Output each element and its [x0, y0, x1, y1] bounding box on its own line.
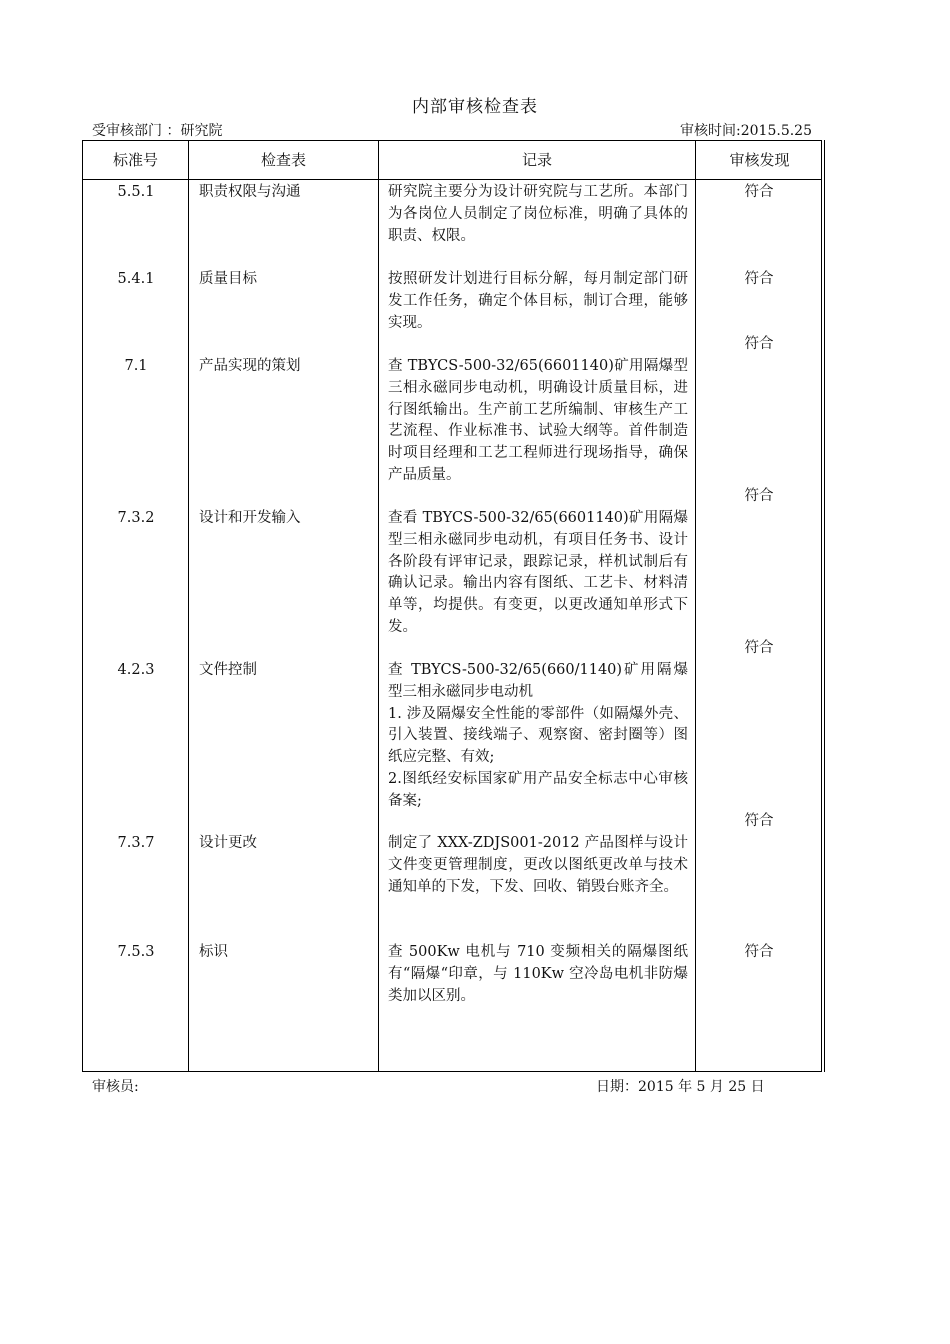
row-standard: 4.2.3 [117, 662, 155, 678]
audit-time: 审核时间:2015.5.25 [680, 123, 812, 139]
row-standard: 5.4.1 [117, 271, 155, 287]
row-record [388, 660, 688, 813]
row-standard: 7.1 [124, 358, 148, 374]
row-item: 文件控制 [199, 662, 257, 678]
row-finding: 符合 [744, 813, 774, 829]
header-record: 记录 [521, 151, 552, 169]
row-record: 查看 TBYCS-500-32/65(6601140)矿用隔爆型三相永磁同步电动机，有项目任务书、设计各阶段有评审记录，跟踪记录，样机试制后有确认记录。输出内容有图纸、工艺卡、材料清单等，均提供。有变更，以更改通知单形式下发。 [388, 510, 688, 635]
row-standard: 7.3.7 [117, 835, 155, 851]
row-item: 产品实现的策划 [199, 358, 301, 374]
row-record: 查 500Kw 电机与 710 变频相关的隔爆图纸有“隔爆“印章，与 110Kw 空冷岛电机非防爆类加以区别。 [388, 944, 688, 1004]
row-record: 按照研发计划进行目标分解，每月制定部门研发工作任务，确定个体目标，制订合理，能够实现。 [388, 271, 688, 331]
header-divider [83, 179, 821, 180]
row-standard: 7.3.2 [117, 510, 155, 526]
row-item: 职责权限与沟通 [199, 184, 301, 200]
row-item: 设计更改 [199, 835, 257, 851]
audit-date: 日期：2015 年 5 月 25 日 [596, 1079, 765, 1095]
header-checklist: 检查表 [260, 151, 306, 169]
header-standard: 标准号 [112, 151, 158, 169]
record-line: 2.图纸经安标国家矿用产品安全标志中心审核备案; [388, 770, 688, 809]
header-finding: 审核发现 [729, 151, 790, 169]
row-record: 制定了 XXX-ZDJS001-2012 产品图样与设计文件变更管理制度，更改以图纸更改单与技术通知单的下发，下发、回收、销毁台账齐全。 [388, 835, 688, 895]
row-record: 研究院主要分为设计研究院与工艺所。本部门为各岗位人员制定了岗位标准，明确了具体的职责、权限。 [388, 184, 688, 244]
row-finding: 符合 [744, 640, 774, 656]
table-edge-line [824, 140, 825, 1072]
audited-department: 受审核部门 ：研究院 [92, 123, 223, 139]
row-finding: 符合 [744, 336, 774, 352]
auditor-label: 审核员: [92, 1079, 139, 1095]
row-standard: 5.5.1 [117, 184, 155, 200]
row-item: 设计和开发输入 [199, 510, 301, 526]
record-line: 查 TBYCS-500-32/65(660/1140)矿用隔爆型三相永磁同步电动机 [388, 662, 688, 700]
row-record: 查 TBYCS-500-32/65(6601140)矿用隔爆型三相永磁同步电动机，明确设计质量目标，进行图纸输出。生产前工艺所编制、审核生产工艺流程、作业标准书、试验大纲等。首件制造时项目经理和工艺工程师进行现场指导，确保产品质量。 [388, 358, 688, 483]
row-finding: 符合 [744, 184, 774, 200]
audit-checklist-table [82, 140, 822, 1072]
row-finding: 符合 [744, 944, 774, 960]
row-item: 质量目标 [199, 271, 257, 287]
row-standard: 7.5.3 [117, 944, 155, 960]
record-line: 1. 涉及隔爆安全性能的零部件（如隔爆外壳、引入装置、接线端子、观察窗、密封圈等）图纸应完整、有效; [388, 705, 688, 766]
row-finding: 符合 [744, 271, 774, 287]
document-title: 内部审核检查表 [412, 97, 538, 117]
row-item: 标识 [199, 944, 228, 960]
row-finding: 符合 [744, 488, 774, 504]
